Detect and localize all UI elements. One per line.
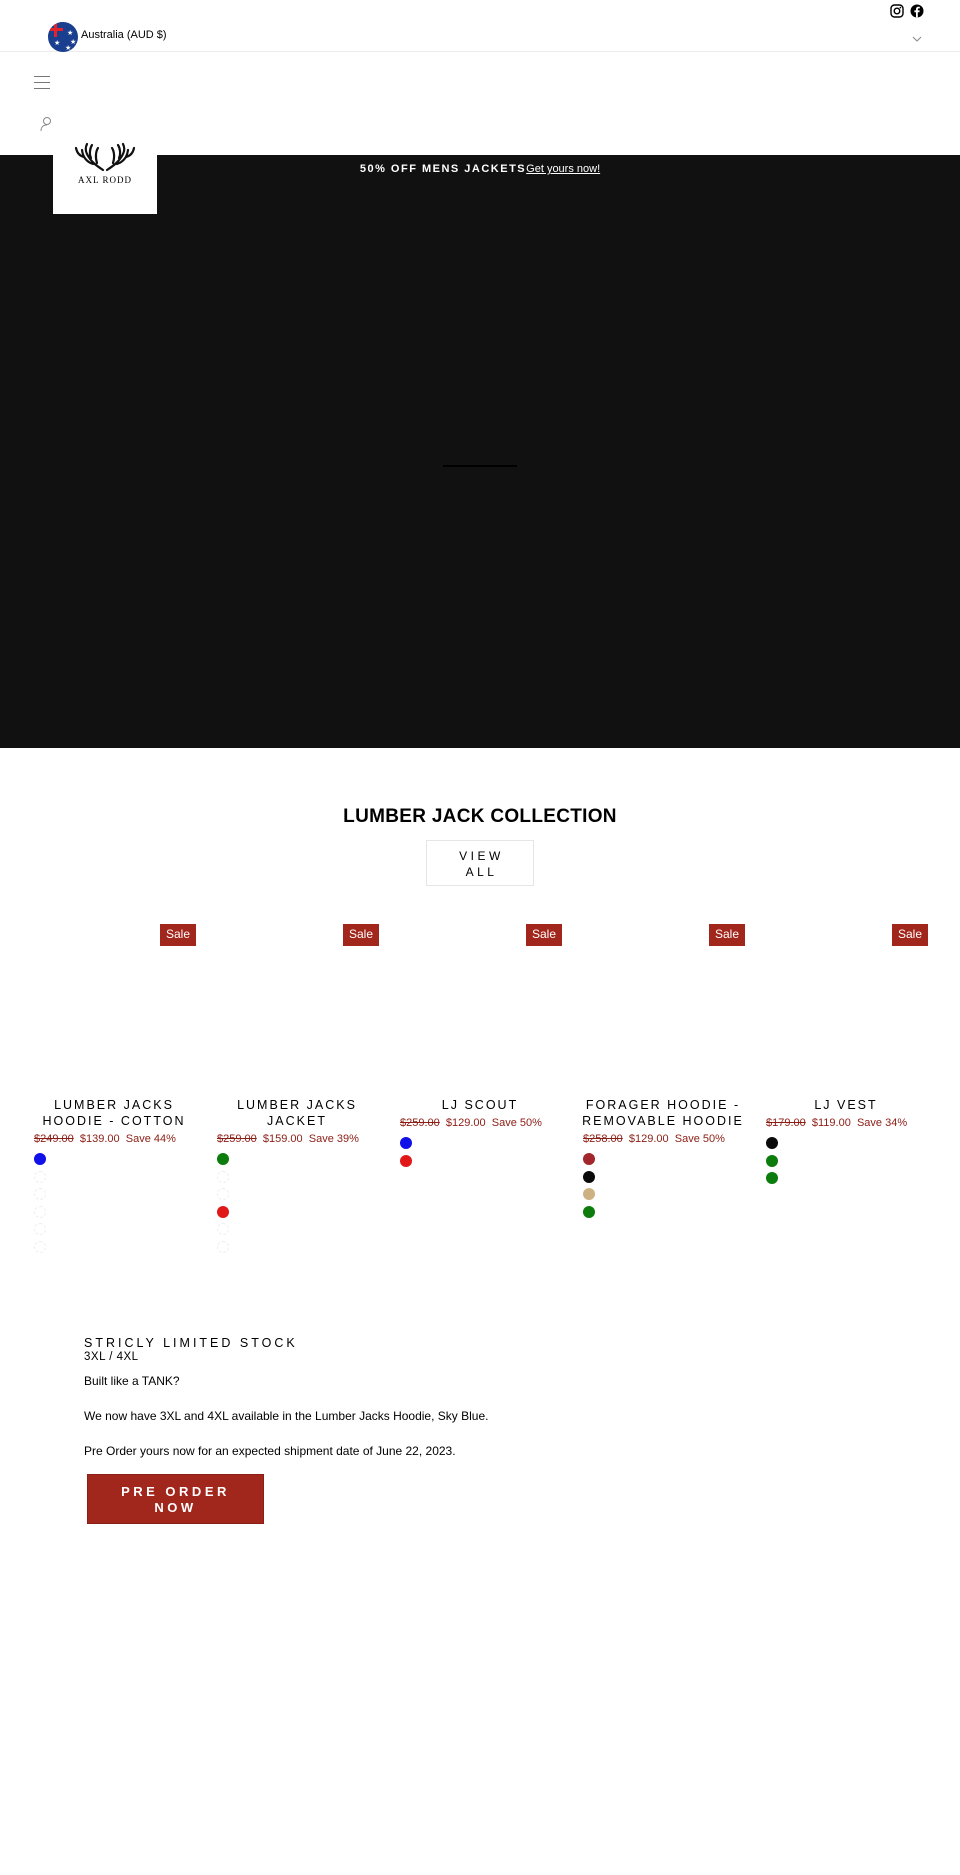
product-title[interactable] — [32, 1098, 196, 1129]
product-title-line-2: REMOVABLE HOODIE — [582, 1113, 744, 1128]
menu-icon[interactable] — [34, 76, 50, 88]
color-swatch[interactable] — [766, 1172, 778, 1184]
sale-badge: Sale — [892, 924, 928, 946]
product-title[interactable] — [398, 1098, 562, 1114]
antlers-logo-icon — [73, 142, 137, 172]
price-save: Save 50% — [491, 1117, 542, 1129]
currency-label: Australia (AUD $) — [81, 29, 167, 41]
product-title-line-1: LJ VEST — [814, 1098, 878, 1112]
promo-paragraph-3: Pre Order yours now for an expected shipment date of June 22, 2023. — [84, 1444, 456, 1458]
product-title-line-1: LJ SCOUT — [441, 1098, 519, 1112]
sale-badge: Sale — [160, 924, 196, 946]
color-swatch[interactable] — [583, 1171, 595, 1183]
color-swatch[interactable] — [34, 1153, 46, 1165]
australia-flag-icon: ★ ★ ★ ★ — [48, 22, 78, 52]
price-was: $259.00 — [217, 1133, 257, 1145]
product-price — [217, 1133, 393, 1145]
product-title-line-1: LUMBER JACKS — [54, 1098, 174, 1112]
price-now: $159.00 — [262, 1133, 303, 1145]
color-swatch[interactable] — [34, 1171, 46, 1183]
product-title-line-2: HOODIE - COTTON — [42, 1113, 186, 1128]
price-save: Save 50% — [674, 1133, 725, 1145]
color-swatches — [766, 1137, 778, 1190]
view-all-line-2: ALL — [465, 865, 498, 879]
color-swatches — [217, 1153, 229, 1258]
pre-order-line-2: NOW — [154, 1500, 197, 1515]
pre-order-button[interactable] — [87, 1474, 264, 1524]
chevron-down-icon[interactable] — [912, 36, 922, 42]
promo-section — [84, 1335, 584, 1459]
product-title-line-1: LUMBER JACKS — [237, 1098, 357, 1112]
color-swatch[interactable] — [583, 1188, 595, 1200]
utility-bar — [0, 0, 960, 52]
announcement-link[interactable]: Get yours now! — [526, 163, 601, 175]
color-swatch[interactable] — [217, 1241, 229, 1253]
logo-text: AXL RODD — [78, 175, 132, 185]
product-price — [583, 1133, 759, 1145]
color-swatch[interactable] — [34, 1206, 46, 1218]
view-all-line-1: VIEW — [459, 849, 504, 863]
price-save: Save 39% — [308, 1133, 359, 1145]
color-swatch[interactable] — [400, 1155, 412, 1167]
sale-badge: Sale — [709, 924, 745, 946]
price-was: $249.00 — [34, 1133, 74, 1145]
color-swatch[interactable] — [583, 1153, 595, 1165]
price-now: $119.00 — [811, 1117, 851, 1129]
pre-order-line-1: PRE ORDER — [121, 1484, 230, 1499]
color-swatch[interactable] — [766, 1155, 778, 1167]
hero-banner — [0, 155, 960, 748]
collection-title: LUMBER JACK COLLECTION — [343, 806, 617, 827]
promo-paragraph-1: Built like a TANK? — [84, 1374, 180, 1388]
product-title[interactable] — [581, 1098, 745, 1129]
product-price — [766, 1117, 942, 1129]
color-swatch[interactable] — [217, 1188, 229, 1200]
color-swatches — [583, 1153, 595, 1223]
color-swatch[interactable] — [217, 1223, 229, 1235]
price-was: $258.00 — [583, 1133, 623, 1145]
color-swatch[interactable] — [400, 1137, 412, 1149]
color-swatch[interactable] — [217, 1206, 229, 1218]
view-all-button[interactable] — [426, 840, 534, 886]
promo-kicker: STRICLY LIMITED STOCK — [84, 1336, 298, 1350]
color-swatch[interactable] — [34, 1223, 46, 1235]
product-title[interactable] — [215, 1098, 379, 1129]
currency-selector[interactable] — [48, 22, 167, 52]
promo-subtitle: 3XL / 4XL — [84, 1351, 139, 1363]
product-title-line-2: JACKET — [267, 1113, 327, 1128]
price-now: $129.00 — [628, 1133, 669, 1145]
product-title[interactable] — [764, 1098, 928, 1114]
price-save: Save 44% — [125, 1133, 176, 1145]
hero-slide-indicator[interactable] — [443, 465, 517, 467]
announcement-text: 50% OFF MENS JACKETS — [359, 163, 527, 175]
sale-badge: Sale — [343, 924, 379, 946]
instagram-icon[interactable] — [890, 4, 904, 18]
price-was: $259.00 — [400, 1117, 440, 1129]
promo-paragraph-2: We now have 3XL and 4XL available in the Lumber Jacks Hoodie, Sky Blue. — [84, 1409, 489, 1423]
product-title-line-1: FORAGER HOODIE - — [585, 1098, 741, 1112]
price-was: $179.00 — [766, 1117, 806, 1129]
color-swatch[interactable] — [34, 1241, 46, 1253]
color-swatch[interactable] — [34, 1188, 46, 1200]
product-price — [34, 1133, 210, 1145]
color-swatch[interactable] — [766, 1137, 778, 1149]
sale-badge: Sale — [526, 924, 562, 946]
site-logo[interactable] — [53, 130, 157, 214]
price-now: $129.00 — [445, 1117, 486, 1129]
color-swatch[interactable] — [217, 1171, 229, 1183]
facebook-icon[interactable] — [910, 4, 924, 18]
price-save: Save 34% — [856, 1117, 908, 1129]
color-swatch[interactable] — [217, 1153, 229, 1165]
color-swatches — [34, 1153, 46, 1258]
price-now: $139.00 — [79, 1133, 120, 1145]
account-icon[interactable] — [40, 116, 54, 132]
color-swatch[interactable] — [583, 1206, 595, 1218]
product-price — [400, 1117, 576, 1129]
color-swatches — [400, 1137, 412, 1172]
social-links — [890, 4, 924, 18]
